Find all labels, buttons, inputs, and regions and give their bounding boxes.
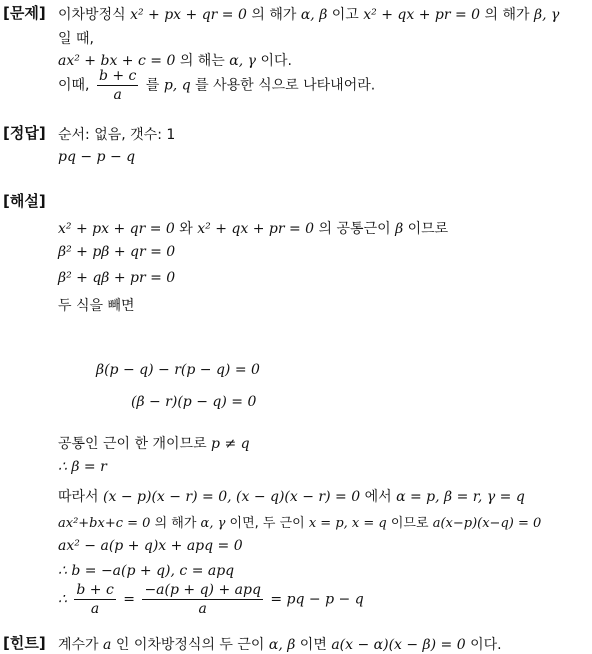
text: 이면, 두 근이 xyxy=(229,516,305,531)
text: 이때, xyxy=(58,77,90,94)
roots: α, β xyxy=(300,7,328,23)
text: 이다. xyxy=(260,53,292,69)
equation: p ≠ q xyxy=(211,436,250,452)
explanation-line-7 xyxy=(58,433,250,453)
numerator: −a(p + q) + apq xyxy=(144,582,261,598)
text: 의 해가 xyxy=(154,516,197,531)
roots: α, γ xyxy=(229,53,257,69)
roots: α, γ xyxy=(200,516,226,531)
fraction xyxy=(142,582,262,617)
problem-line-4 xyxy=(58,68,375,103)
text: 이므로 xyxy=(390,516,429,531)
explanation-line-3: β² + qβ + pr = 0 xyxy=(58,270,176,286)
problem-line-2: 일 때, xyxy=(58,31,94,47)
explanation-line-6: (β − r)(p − q) = 0 xyxy=(131,394,257,410)
therefore-symbol: ∴ xyxy=(58,591,67,608)
explanation-line-13 xyxy=(58,582,364,617)
text: 의 해가 xyxy=(251,7,297,23)
equation: x² + px + qr = 0 xyxy=(58,221,175,237)
equation: a(x − α)(x − β) = 0 xyxy=(331,637,466,653)
text: 의 해는 xyxy=(179,53,225,69)
text: 이다. xyxy=(470,637,502,653)
explanation-label: [해설] xyxy=(3,192,46,210)
hint-label: [힌트] xyxy=(3,634,46,652)
equation: x² + px + qr = 0 xyxy=(130,7,247,23)
explanation-line-4: 두 식을 빼면 xyxy=(58,298,135,314)
equation: a(x−p)(x−q) = 0 xyxy=(432,516,542,531)
problem-line-1 xyxy=(58,4,559,24)
text: 이고 xyxy=(331,7,359,23)
text: 따라서 xyxy=(58,489,99,505)
explanation-line-8: ∴ β = r xyxy=(58,459,107,475)
numerator: b + c xyxy=(98,68,137,84)
text: 의 공통근이 xyxy=(318,221,391,237)
text: 에서 xyxy=(364,489,392,505)
equation: x² + qx + pr = 0 xyxy=(363,7,481,23)
numerator: b + c xyxy=(76,582,114,598)
text: 계수가 xyxy=(58,637,99,653)
text: 공통인 근이 한 개이므로 xyxy=(58,436,207,452)
problem-line-3 xyxy=(58,50,292,70)
roots: β, γ xyxy=(534,7,560,23)
explanation-line-9 xyxy=(58,486,525,506)
text: 의 해가 xyxy=(484,7,530,23)
explanation-line-5: β(p − q) − r(p − q) = 0 xyxy=(96,362,260,378)
result: = pq − p − q xyxy=(270,591,364,608)
explanation-line-2: β² + pβ + qr = 0 xyxy=(58,244,176,260)
equation: (x − p)(x − r) = 0, (x − q)(x − r) = 0 xyxy=(103,489,361,505)
problem-label: [문제] xyxy=(3,4,46,22)
equation: α = p, β = r, γ = q xyxy=(396,489,525,505)
answer-label: [정답] xyxy=(3,124,46,142)
equation: ax² + bx + c = 0 xyxy=(58,53,176,69)
explanation-line-10 xyxy=(58,512,541,531)
fraction xyxy=(74,582,115,617)
text: 를 사용한 식으로 나타내어라. xyxy=(195,77,376,94)
explanation-line-12: ∴ b = −a(p + q), c = apq xyxy=(58,563,235,579)
explanation-line-11: ax² − a(p + q)x + apq = 0 xyxy=(58,538,243,554)
denominator: a xyxy=(113,87,122,103)
fraction xyxy=(97,68,138,103)
text: 이면 xyxy=(299,637,327,653)
text: 를 xyxy=(145,77,160,94)
text: 인 이차방정식의 두 근이 xyxy=(115,637,265,653)
denominator: a xyxy=(198,601,207,617)
answer-value: pq − p − q xyxy=(58,149,136,165)
answer-meta: 순서: 없음, 갯수: 1 xyxy=(58,127,176,143)
variables: p, q xyxy=(163,77,191,94)
equation: x² + qx + pr = 0 xyxy=(197,221,315,237)
variable: a xyxy=(103,637,112,653)
explanation-line-1 xyxy=(58,218,448,238)
equation: x = p, x = q xyxy=(308,516,387,531)
text: 이므로 xyxy=(407,221,449,237)
roots: α, β xyxy=(268,637,296,653)
denominator: a xyxy=(90,601,100,617)
variable: β xyxy=(395,221,404,237)
equals: = xyxy=(123,591,135,608)
text: 이차방정식 xyxy=(58,7,126,23)
hint-line xyxy=(58,634,502,654)
text: 와 xyxy=(179,221,193,237)
equation: ax²+bx+c = 0 xyxy=(58,516,151,531)
